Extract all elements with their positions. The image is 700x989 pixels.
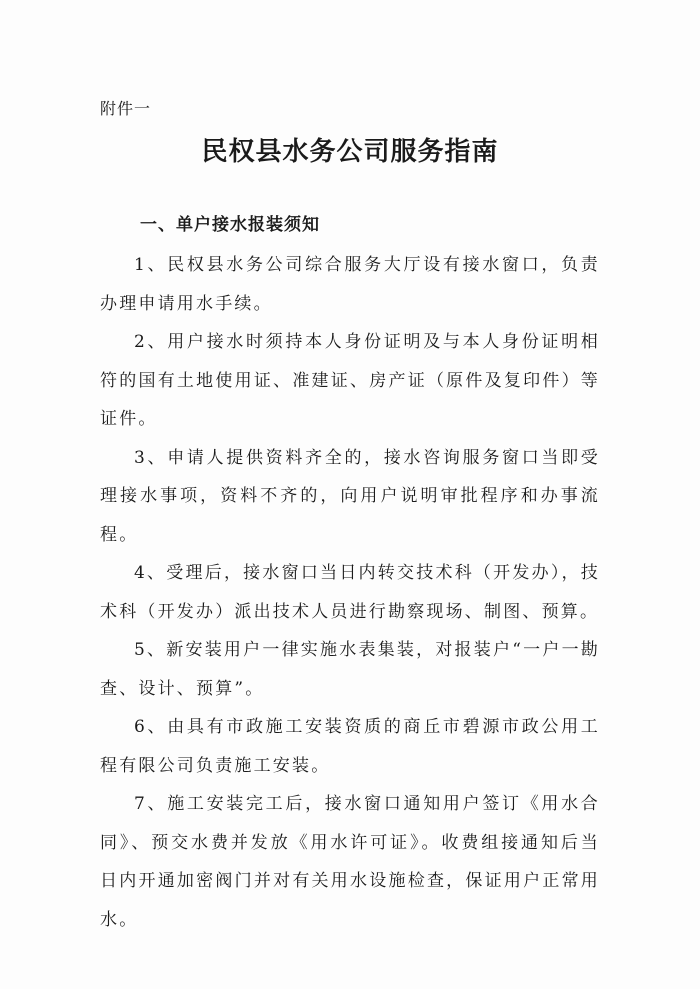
paragraph-3: 3、申请人提供资料齐全的，接水咨询服务窗口当即受理接水事项，资料不齐的，向用户说明审批程序和办事流程。: [100, 447, 600, 545]
page-title: 民权县水务公司服务指南: [201, 137, 499, 167]
paragraph-2: 2、用户接水时须持本人身份证明及与本人身份证明相符的国有土地使用证、准建证、房产证（原件及复印件）等证件。: [100, 332, 600, 429]
paragraph-6: 6、由具有市政施工安装资质的商丘市碧源市政公用工程有限公司负责施工安装。: [100, 717, 600, 776]
paragraph-1: 1、民权县水务公司综合服务大厅设有接水窗口，负责办理申请用水手续。: [100, 255, 600, 314]
section-heading: 一、单户接水报装须知: [140, 215, 320, 235]
paragraph-list: [100, 246, 600, 939]
annex-label: 附件一: [100, 99, 152, 118]
paragraph-5: 5、新安装用户一律实施水表集装，对报装户“一户一勘查、设计、预算”。: [100, 640, 600, 699]
paragraph-7: 7、施工安装完工后，接水窗口通知用户签订《用水合同》、预交水费并发放《用水许可证》。收费组接通知后当日内开通加密阀门并对有关用水设施检查，保证用户正常用水。: [100, 794, 600, 930]
paragraph-4: 4、受理后，接水窗口当日内转交技术科（开发办），技术科（开发办）派出技术人员进行勘察现场、制图、预算。: [100, 563, 600, 622]
